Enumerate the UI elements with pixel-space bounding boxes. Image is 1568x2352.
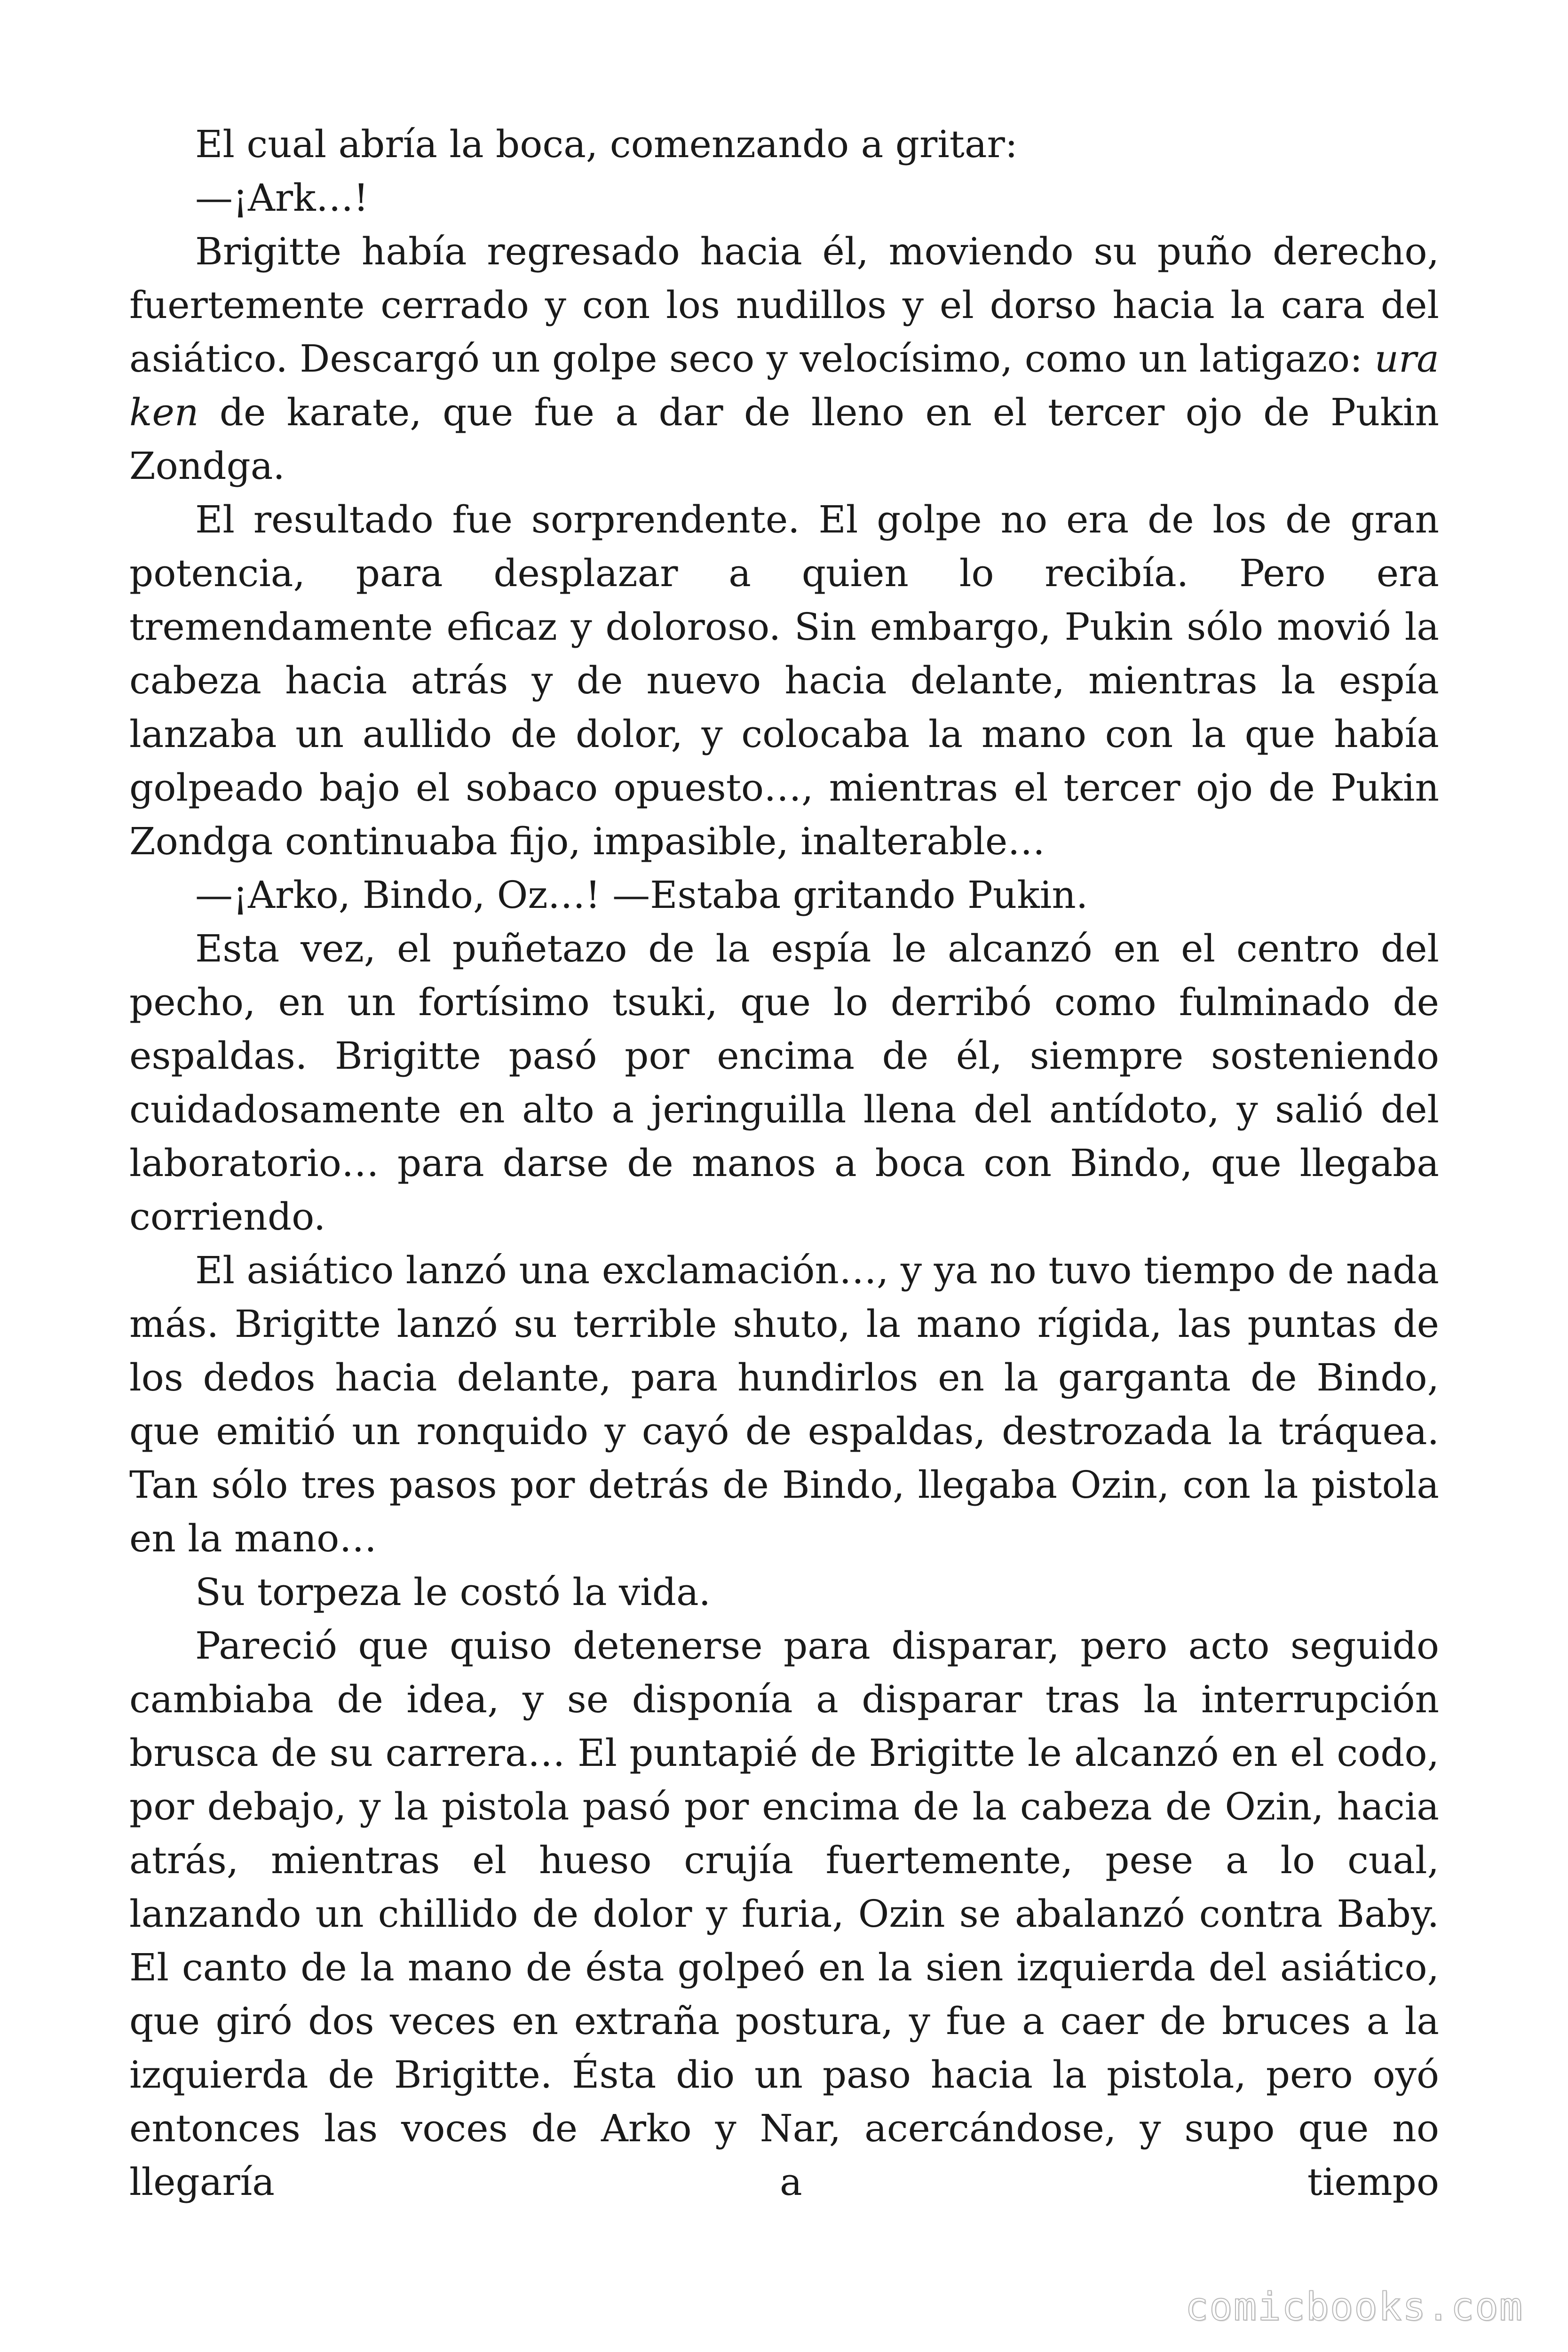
paragraph [129, 225, 1439, 493]
paragraph-text: Brigitte había regresado hacia él, moviendo su puño derecho, fuertemente cerrado y con los nudillos y el dorso hacia la cara del asiático. Descargó un golpe seco y velocísimo, como un latigazo: [129, 230, 1439, 381]
body-text [129, 118, 1439, 2209]
paragraph: Pareció que quiso detenerse para disparar, pero acto seguido cambiaba de idea, y se disponía a disparar tras la interrupción brusca de su carrera… El puntapié de Brigitte le alcanzó en el codo, por debajo, y la pistola pasó por encima de la cabeza de Ozin, hacia atrás, mientras el hueso crujía fuertemente, pese a lo cual, lanzando un chillido de dolor y furia, Ozin se abalanzó contra Baby. El canto de la mano de ésta golpeó en la sien izquierda del asiático, que giró dos veces en extraña postura, y fue a caer de bruces a la izquierda de Brigitte. Ésta dio un paso hacia la pistola, pero oyó entonces las voces de Arko y Nar, acercándose, y supo que no llegaría a tiempo [129, 1624, 1439, 2204]
watermark: comicbooks.com [1185, 2285, 1523, 2329]
paragraph: Su torpeza le costó la vida. [195, 1570, 711, 1614]
paragraph: El asiático lanzó una exclamación…, y ya no tuvo tiempo de nada más. Brigitte lanzó su terrible shuto, la mano rígida, las puntas de los dedos hacia delante, para hundirlos en la garganta de Bindo, que emitió un ronquido y cayó de espaldas, destrozada la tráquea. Tan sólo tres pasos por detrás de Bindo, llegaba Ozin, con la pistola en la mano… [129, 1248, 1439, 1560]
paragraph: El cual abría la boca, comenzando a gritar: [195, 122, 1018, 166]
paragraph: Esta vez, el puñetazo de la espía le alcanzó en el centro del pecho, en un fortísimo tsuki, que lo derribó como fulminado de espaldas. Brigitte pasó por encima de él, siempre sosteniendo cuidadosamente en alto a jeringuilla llena del antídoto, y salió del laboratorio… para darse de manos a boca con Bindo, que llegaba corriendo. [129, 927, 1439, 1239]
paragraph: —¡Arko, Bindo, Oz…! —Estaba gritando Pukin. [195, 873, 1088, 917]
italic-term: ura ken [129, 337, 1439, 434]
paragraph-text: de karate, que fue a dar de lleno en el tercer ojo de Pukin Zondga. [129, 390, 1439, 488]
paragraph: El resultado fue sorprendente. El golpe no era de los de gran potencia, para desplazar a quien lo recibía. Pero era tremendamente eficaz y doloroso. Sin embargo, Pukin sólo movió la cabeza hacia atrás y de nuevo hacia delante, mientras la espía lanzaba un aullido de dolor, y colocaba la mano con la que había golpeado bajo el sobaco opuesto…, mientras el tercer ojo de Pukin Zondga continuaba fijo, impasible, inalterable… [129, 498, 1439, 863]
paragraph: —¡Ark…! [195, 176, 369, 220]
